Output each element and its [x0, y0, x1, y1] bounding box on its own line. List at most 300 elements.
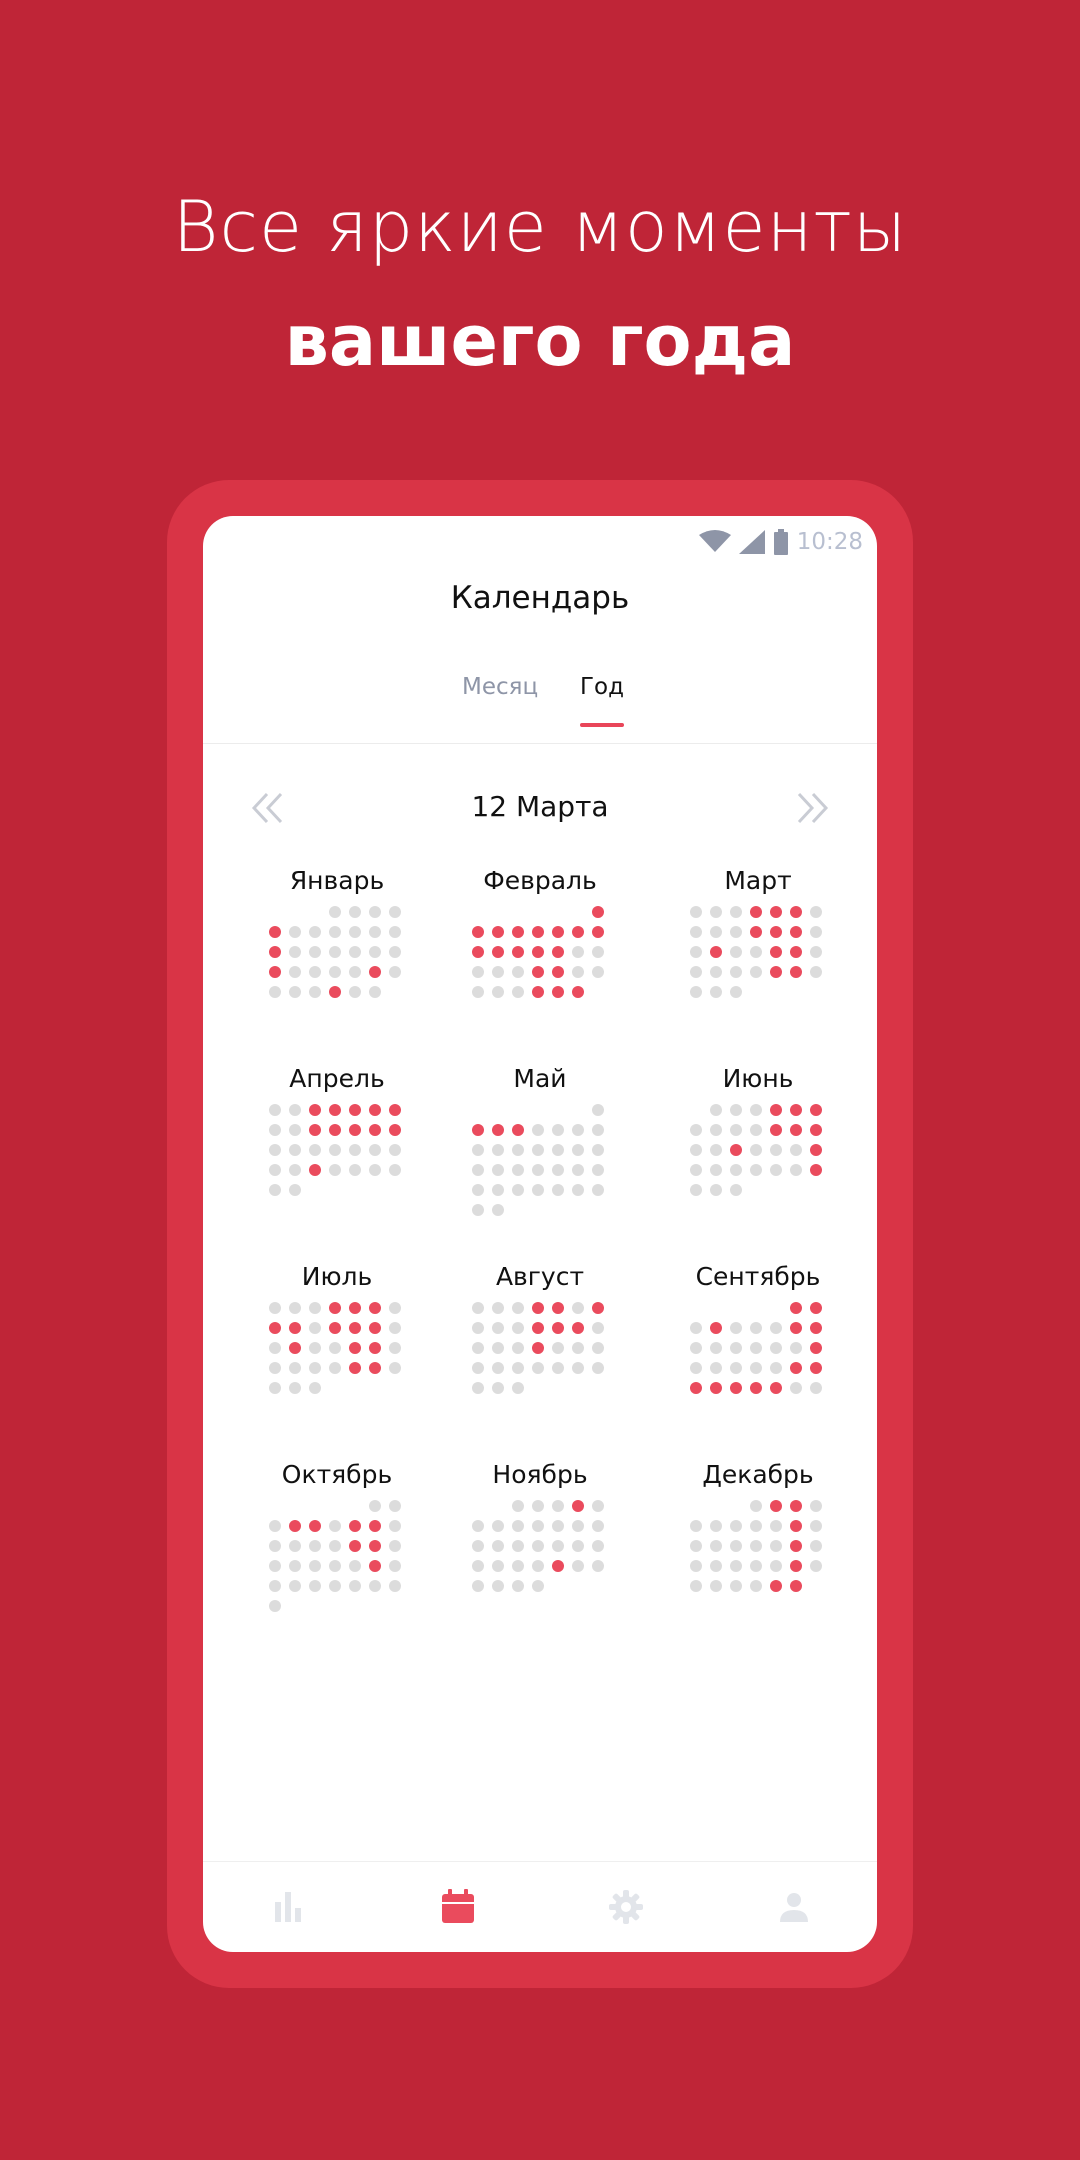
day-dot — [369, 1540, 381, 1552]
day-dot — [810, 1342, 822, 1354]
day-dot — [289, 1382, 301, 1394]
day-dot — [389, 1164, 401, 1176]
day-dot — [750, 1322, 762, 1334]
day-dot — [690, 1144, 702, 1156]
day-dot — [810, 1560, 822, 1572]
day-dot — [492, 986, 504, 998]
day-dot — [349, 906, 361, 918]
day-dot — [552, 1560, 564, 1572]
day-dot — [690, 1560, 702, 1572]
day-dot — [750, 1342, 762, 1354]
day-dot — [329, 1560, 341, 1572]
day-dot — [472, 1580, 484, 1592]
day-dot — [492, 1580, 504, 1592]
day-dot — [592, 946, 604, 958]
day-dot — [532, 1560, 544, 1572]
day-dot — [269, 1580, 281, 1592]
page-title: Календарь — [450, 580, 630, 616]
month-day-dots — [690, 1302, 826, 1404]
day-dot — [512, 1342, 524, 1354]
day-dot — [349, 1124, 361, 1136]
day-dot — [572, 1540, 584, 1552]
day-dot — [532, 1580, 544, 1592]
day-dot — [309, 1342, 321, 1354]
day-dot — [492, 1382, 504, 1394]
month-8[interactable] — [430, 1262, 650, 1404]
day-dot — [369, 1362, 381, 1374]
day-dot — [810, 1362, 822, 1374]
day-dot — [730, 1382, 742, 1394]
month-day-dots — [269, 1104, 405, 1206]
day-dot — [770, 1540, 782, 1552]
day-dot — [770, 946, 782, 958]
day-dot — [472, 1382, 484, 1394]
day-dot — [512, 1362, 524, 1374]
day-dot — [810, 1104, 822, 1116]
day-dot — [592, 1164, 604, 1176]
status-time: 10:28 — [796, 529, 863, 555]
day-dot — [592, 1362, 604, 1374]
month-name: Июль — [301, 1262, 373, 1291]
day-dot — [289, 1302, 301, 1314]
day-dot — [289, 1560, 301, 1572]
day-dot — [389, 1104, 401, 1116]
day-dot — [389, 1302, 401, 1314]
day-dot — [770, 966, 782, 978]
day-dot — [710, 1382, 722, 1394]
day-dot — [770, 1560, 782, 1572]
current-date-label: 12 Марта — [471, 790, 609, 823]
day-dot — [592, 906, 604, 918]
day-dot — [289, 1104, 301, 1116]
month-2[interactable] — [430, 866, 650, 1008]
day-dot — [329, 1322, 341, 1334]
day-dot — [269, 1342, 281, 1354]
day-dot — [309, 1104, 321, 1116]
day-dot — [552, 1144, 564, 1156]
day-dot — [472, 1204, 484, 1216]
active-tab-indicator — [580, 723, 624, 727]
month-name: Декабрь — [702, 1460, 814, 1489]
day-dot — [329, 1362, 341, 1374]
day-dot — [730, 1104, 742, 1116]
day-dot — [492, 1520, 504, 1532]
day-dot — [329, 966, 341, 978]
day-dot — [269, 946, 281, 958]
day-dot — [512, 966, 524, 978]
day-dot — [690, 906, 702, 918]
day-dot — [592, 1500, 604, 1512]
day-dot — [770, 1104, 782, 1116]
day-dot — [532, 1500, 544, 1512]
day-dot — [572, 926, 584, 938]
tab-month-label: Месяц — [462, 674, 539, 700]
day-dot — [309, 1164, 321, 1176]
month-name: Апрель — [289, 1064, 385, 1093]
day-dot — [269, 986, 281, 998]
day-dot — [730, 1124, 742, 1136]
day-dot — [309, 1362, 321, 1374]
day-dot — [289, 1362, 301, 1374]
day-dot — [710, 1124, 722, 1136]
bottom-navigation — [203, 1861, 877, 1952]
month-name: Май — [513, 1064, 567, 1093]
day-dot — [552, 1302, 564, 1314]
day-dot — [309, 986, 321, 998]
day-dot — [552, 946, 564, 958]
month-10[interactable] — [227, 1460, 447, 1602]
day-dot — [710, 1362, 722, 1374]
day-dot — [710, 966, 722, 978]
day-dot — [512, 1382, 524, 1394]
day-dot — [730, 1164, 742, 1176]
day-dot — [552, 1124, 564, 1136]
day-dot — [349, 966, 361, 978]
nav-calendar-button[interactable] — [439, 1888, 477, 1926]
month-day-dots — [690, 1500, 826, 1602]
day-dot — [750, 906, 762, 918]
day-dot — [532, 1124, 544, 1136]
day-dot — [552, 1342, 564, 1354]
day-dot — [730, 1184, 742, 1196]
day-dot — [269, 926, 281, 938]
day-dot — [369, 1322, 381, 1334]
day-dot — [592, 1144, 604, 1156]
day-dot — [369, 1124, 381, 1136]
day-dot — [512, 1540, 524, 1552]
day-dot — [730, 926, 742, 938]
day-dot — [592, 1184, 604, 1196]
day-dot — [572, 1302, 584, 1314]
day-dot — [572, 1124, 584, 1136]
day-dot — [309, 1382, 321, 1394]
day-dot — [389, 1560, 401, 1572]
day-dot — [750, 1104, 762, 1116]
day-dot — [532, 1540, 544, 1552]
day-dot — [512, 986, 524, 998]
month-11[interactable] — [430, 1460, 650, 1602]
person-icon — [775, 1888, 813, 1926]
day-dot — [572, 1184, 584, 1196]
day-dot — [309, 1302, 321, 1314]
day-dot — [790, 1104, 802, 1116]
day-dot — [592, 1104, 604, 1116]
day-dot — [349, 986, 361, 998]
day-dot — [369, 1164, 381, 1176]
day-dot — [730, 1560, 742, 1572]
day-dot — [369, 1500, 381, 1512]
month-day-dots — [269, 1302, 405, 1404]
day-dot — [349, 1520, 361, 1532]
month-day-dots — [269, 1500, 405, 1602]
day-dot — [710, 1184, 722, 1196]
day-dot — [289, 986, 301, 998]
month-day-dots — [472, 1500, 608, 1602]
day-dot — [710, 1580, 722, 1592]
day-dot — [369, 966, 381, 978]
day-dot — [552, 1322, 564, 1334]
day-dot — [592, 1302, 604, 1314]
day-dot — [349, 946, 361, 958]
day-dot — [472, 1184, 484, 1196]
day-dot — [710, 986, 722, 998]
day-dot — [269, 1184, 281, 1196]
day-dot — [552, 966, 564, 978]
day-dot — [472, 1560, 484, 1572]
month-3[interactable] — [648, 866, 868, 1008]
day-dot — [730, 1540, 742, 1552]
day-dot — [532, 1362, 544, 1374]
month-day-dots — [269, 906, 405, 1008]
tab-year[interactable] — [580, 668, 624, 724]
day-dot — [369, 1302, 381, 1314]
day-dot — [592, 1520, 604, 1532]
day-dot — [710, 1104, 722, 1116]
next-year-button[interactable] — [795, 792, 829, 828]
day-dot — [690, 986, 702, 998]
day-dot — [532, 966, 544, 978]
day-dot — [790, 1342, 802, 1354]
day-dot — [810, 1520, 822, 1532]
day-dot — [492, 966, 504, 978]
day-dot — [552, 1540, 564, 1552]
day-dot — [289, 946, 301, 958]
day-dot — [790, 1580, 802, 1592]
day-dot — [690, 1322, 702, 1334]
day-dot — [289, 1184, 301, 1196]
day-dot — [512, 1580, 524, 1592]
month-9[interactable] — [648, 1262, 868, 1404]
day-dot — [790, 1382, 802, 1394]
day-dot — [810, 1302, 822, 1314]
day-dot — [369, 906, 381, 918]
view-tabs — [203, 668, 877, 744]
day-dot — [790, 1560, 802, 1572]
day-dot — [730, 906, 742, 918]
day-dot — [269, 1540, 281, 1552]
day-dot — [572, 986, 584, 998]
phone-screen — [203, 516, 877, 1952]
day-dot — [389, 1144, 401, 1156]
day-dot — [512, 926, 524, 938]
day-dot — [329, 1540, 341, 1552]
day-dot — [492, 1144, 504, 1156]
day-dot — [572, 1342, 584, 1354]
day-dot — [289, 1322, 301, 1334]
day-dot — [309, 926, 321, 938]
day-dot — [790, 946, 802, 958]
day-dot — [309, 1560, 321, 1572]
day-dot — [690, 1124, 702, 1136]
month-name: Ноябрь — [492, 1460, 588, 1489]
day-dot — [572, 1500, 584, 1512]
day-dot — [690, 1580, 702, 1592]
day-dot — [269, 1144, 281, 1156]
day-dot — [592, 1540, 604, 1552]
month-6[interactable] — [648, 1064, 868, 1206]
day-dot — [349, 1302, 361, 1314]
day-dot — [269, 966, 281, 978]
day-dot — [572, 1560, 584, 1572]
day-dot — [710, 1560, 722, 1572]
month-name: Сентябрь — [695, 1262, 821, 1291]
day-dot — [369, 926, 381, 938]
day-dot — [369, 1104, 381, 1116]
day-dot — [512, 1560, 524, 1572]
day-dot — [472, 1540, 484, 1552]
nav-settings-button[interactable] — [607, 1888, 645, 1926]
day-dot — [472, 1302, 484, 1314]
day-dot — [309, 1540, 321, 1552]
month-name: Март — [724, 866, 792, 895]
day-dot — [710, 906, 722, 918]
day-dot — [810, 906, 822, 918]
double-chevron-right-icon — [795, 792, 829, 824]
day-dot — [309, 1124, 321, 1136]
day-dot — [289, 1342, 301, 1354]
day-dot — [552, 926, 564, 938]
day-dot — [690, 1342, 702, 1354]
day-dot — [472, 1342, 484, 1354]
day-dot — [492, 1124, 504, 1136]
day-dot — [750, 1362, 762, 1374]
month-name: Август — [495, 1262, 585, 1291]
month-1[interactable] — [227, 866, 447, 1008]
month-name: Февраль — [483, 866, 597, 895]
day-dot — [552, 986, 564, 998]
day-dot — [389, 1520, 401, 1532]
day-dot — [532, 1520, 544, 1532]
day-dot — [790, 906, 802, 918]
day-dot — [492, 1362, 504, 1374]
day-dot — [690, 1382, 702, 1394]
day-dot — [572, 1322, 584, 1334]
day-dot — [810, 1124, 822, 1136]
day-dot — [592, 1322, 604, 1334]
month-name: Январь — [289, 866, 385, 895]
day-dot — [572, 1362, 584, 1374]
day-dot — [750, 1580, 762, 1592]
day-dot — [492, 1184, 504, 1196]
day-dot — [492, 1540, 504, 1552]
day-dot — [329, 986, 341, 998]
day-dot — [369, 1144, 381, 1156]
day-dot — [389, 1342, 401, 1354]
day-dot — [329, 1580, 341, 1592]
day-dot — [592, 1342, 604, 1354]
month-4[interactable] — [227, 1064, 447, 1206]
day-dot — [369, 1342, 381, 1354]
day-dot — [690, 1362, 702, 1374]
month-5[interactable] — [430, 1064, 650, 1206]
day-dot — [750, 1144, 762, 1156]
month-12[interactable] — [648, 1460, 868, 1602]
day-dot — [329, 1520, 341, 1532]
day-dot — [710, 946, 722, 958]
day-dot — [572, 946, 584, 958]
day-dot — [750, 946, 762, 958]
day-dot — [750, 926, 762, 938]
day-dot — [750, 966, 762, 978]
day-dot — [369, 946, 381, 958]
day-dot — [592, 1560, 604, 1572]
day-dot — [532, 1342, 544, 1354]
day-dot — [269, 1124, 281, 1136]
day-dot — [289, 1164, 301, 1176]
day-dot — [269, 1322, 281, 1334]
month-name: Июнь — [722, 1064, 794, 1093]
month-day-dots — [472, 906, 608, 1008]
day-dot — [710, 1342, 722, 1354]
wifi-icon — [699, 530, 731, 554]
day-dot — [472, 1520, 484, 1532]
day-dot — [389, 1362, 401, 1374]
day-dot — [532, 1302, 544, 1314]
day-dot — [349, 1580, 361, 1592]
day-dot — [592, 1124, 604, 1136]
day-dot — [289, 966, 301, 978]
day-dot — [349, 1362, 361, 1374]
day-dot — [532, 1322, 544, 1334]
month-name: Октябрь — [281, 1460, 393, 1489]
day-dot — [492, 1322, 504, 1334]
day-dot — [269, 1520, 281, 1532]
day-dot — [750, 1560, 762, 1572]
day-dot — [810, 1540, 822, 1552]
day-dot — [512, 1184, 524, 1196]
day-dot — [770, 1124, 782, 1136]
gear-icon — [607, 1888, 645, 1926]
day-dot — [472, 926, 484, 938]
day-dot — [492, 1302, 504, 1314]
day-dot — [730, 1342, 742, 1354]
day-dot — [492, 926, 504, 938]
nav-stats-button[interactable] — [269, 1888, 307, 1926]
day-dot — [369, 1580, 381, 1592]
day-dot — [552, 1500, 564, 1512]
day-dot — [690, 1164, 702, 1176]
day-dot — [690, 946, 702, 958]
day-dot — [512, 1520, 524, 1532]
day-dot — [269, 1104, 281, 1116]
day-dot — [472, 1144, 484, 1156]
nav-profile-button[interactable] — [775, 1888, 813, 1926]
day-dot — [329, 1104, 341, 1116]
bar-chart-icon — [269, 1888, 307, 1926]
day-dot — [289, 926, 301, 938]
tab-month[interactable] — [462, 668, 538, 724]
day-dot — [349, 1164, 361, 1176]
day-dot — [770, 1382, 782, 1394]
day-dot — [790, 1302, 802, 1314]
day-dot — [790, 926, 802, 938]
day-dot — [750, 1382, 762, 1394]
day-dot — [389, 1540, 401, 1552]
month-7[interactable] — [227, 1262, 447, 1404]
day-dot — [389, 1322, 401, 1334]
day-dot — [810, 1322, 822, 1334]
day-dot — [492, 1560, 504, 1572]
day-dot — [472, 966, 484, 978]
day-dot — [329, 906, 341, 918]
day-dot — [572, 1520, 584, 1532]
day-dot — [710, 1144, 722, 1156]
promo-headline-line1: Все яркие моменты — [172, 186, 908, 268]
day-dot — [269, 1164, 281, 1176]
day-dot — [532, 1184, 544, 1196]
day-dot — [492, 1204, 504, 1216]
day-dot — [472, 986, 484, 998]
